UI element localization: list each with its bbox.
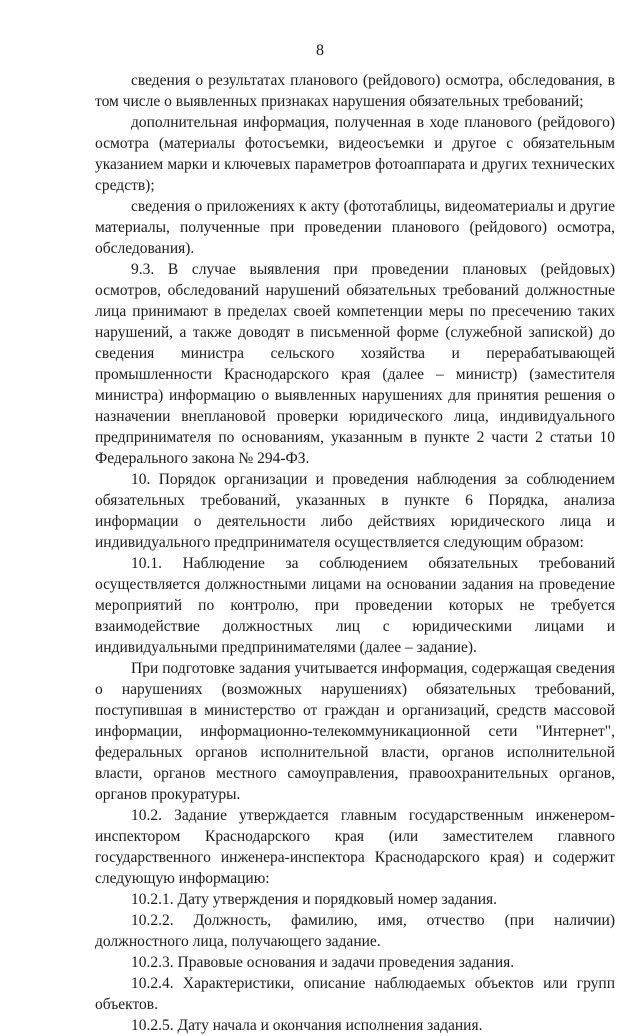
paragraph-10-2-5: 10.2.5. Дату начала и окончания исполнения задания. [131,1017,483,1034]
paragraph-10-2-3: 10.2.3. Правовые основания и задачи проведения задания. [131,954,515,971]
paragraph-10-2-1: 10.2.1. Дату утверждения и порядковый номер задания. [131,891,497,908]
paragraph-3: сведения о приложениях к акту (фототаблицы, видеоматериалы и другие материалы, полученные при проведении планового (рейдового) осмотра, обследования). [95,198,615,257]
document-body [95,70,615,1036]
paragraph-10-1: 10.1. Наблюдение за соблюдением обязательных требований осуществляется должностными лицами на основании задания на проведение мероприятий по контролю, при проведении которых не требуется взаимодействие должностных лиц с юридическими лицами и индивидуальными предпринимателями (далее – задание). [95,555,615,656]
page-number: 8 [316,42,324,59]
paragraph-task-preparation: При подготовке задания учитывается информация, содержащая сведения о нарушениях (возможных нарушениях) обязательных требований, поступившая в министерство от граждан и организаций, средств массовой информации, информационно-телекоммуникационной сети "Интернет", федеральных органов исполнительной власти, органов исполнительной власти, органов местного самоуправления, правоохранительных органов, органов прокуратуры. [95,660,615,803]
paragraph-10: 10. Порядок организации и проведения наблюдения за соблюдением обязательных требований, указанных в пункте 6 Порядка, анализа информации о деятельности либо действиях юридического лица и индивидуального предпринимателя осуществляется следующим образом: [95,471,615,551]
paragraph-10-2-2: 10.2.2. Должность, фамилию, имя, отчество (при наличии) должностного лица, получающего задание. [95,912,615,950]
paragraph-9-3: 9.3. В случае выявления при проведении плановых (рейдовых) осмотров, обследований нарушений обязательных требований должностные лица принимают в пределах своей компетенции меры по пресечению таких нарушений, а также доводят в письменной форме (служебной запиской) до сведения министра сельского хозяйства и перерабатывающей промышленности Краснодарского края (далее – министр) (заместителя министра) информацию о выявленных нарушениях для принятия решения о назначении внеплановой проверки юридического лица, индивидуального предпринимателя по основаниям, указанным в пункте 2 части 2 статьи 10 Федерального закона № 294-ФЗ. [95,261,615,467]
paragraph-1: сведения о результатах планового (рейдового) осмотра, обследования, в том числе о выявленных признаках нарушения обязательных требований; [95,72,615,110]
paragraph-10-2: 10.2. Задание утверждается главным государственным инженером-инспектором Краснодарского края (или заместителем главного государственного инженера-инспектора Краснодарского края) и содержит следующую информацию: [95,807,615,887]
paragraph-2: дополнительная информация, полученная в ходе планового (рейдового) осмотра (материалы фотосъемки, видеосъемки и другое с обязательным указанием марки и ключевых параметров фотоаппарата и других технических средств); [95,114,615,194]
paragraph-10-2-4: 10.2.4. Характеристики, описание наблюдаемых объектов или групп объектов. [95,975,615,1013]
